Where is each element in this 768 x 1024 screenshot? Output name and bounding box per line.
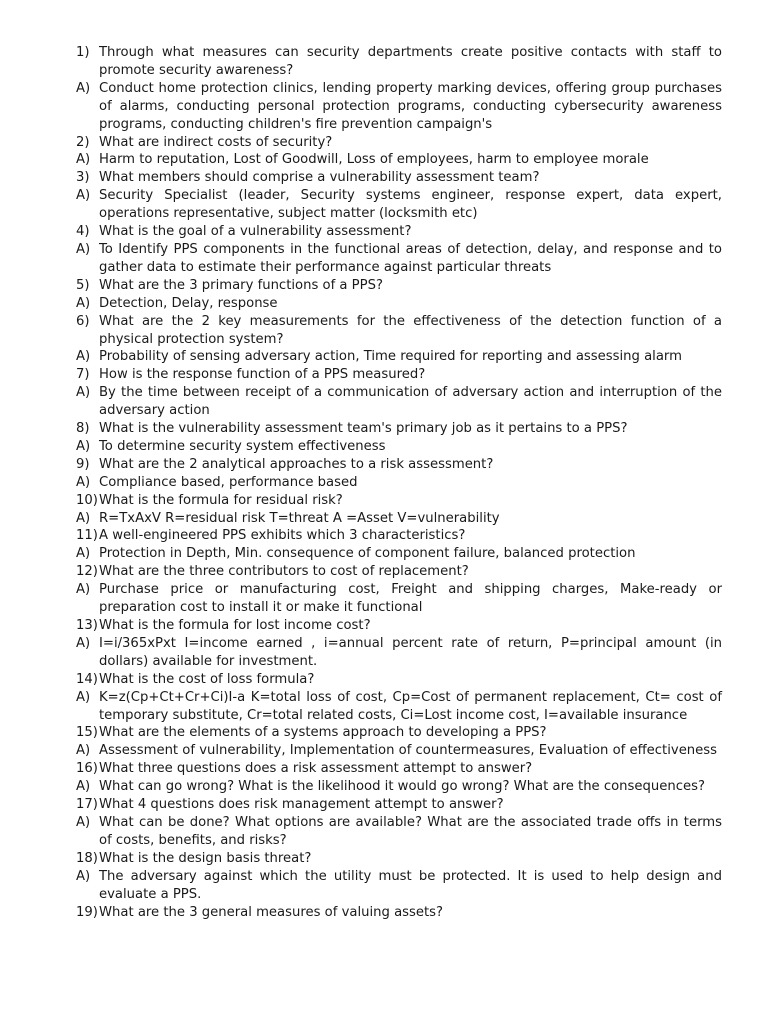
question-text: What is the goal of a vulnerability assessment? (99, 224, 412, 240)
answer-5 (76, 295, 722, 313)
question-number: 10) (76, 492, 98, 508)
question-text: What members should comprise a vulnerability assessment team? (99, 170, 540, 186)
question-number: 16) (76, 761, 98, 777)
question-10 (76, 492, 722, 510)
question-8 (76, 420, 722, 438)
question-11 (76, 527, 722, 545)
question-18 (76, 850, 722, 868)
question-number: 12) (76, 564, 98, 580)
answer-marker: A) (76, 80, 91, 96)
answer-15 (76, 742, 722, 760)
question-12 (76, 563, 722, 581)
answer-marker: A) (76, 814, 91, 830)
question-5 (76, 277, 722, 295)
answer-6 (76, 348, 722, 366)
question-number: 13) (76, 618, 98, 633)
question-13 (76, 617, 722, 635)
question-7 (76, 366, 722, 384)
answer-marker: A) (76, 188, 91, 204)
question-number: 5) (76, 277, 90, 293)
question-15 (76, 724, 722, 742)
answer-marker: A) (76, 635, 91, 651)
answer-7 (76, 384, 722, 420)
question-19 (76, 904, 722, 922)
answer-2 (76, 151, 722, 169)
question-2 (76, 134, 722, 152)
question-number: 3) (76, 170, 90, 186)
answer-text: Compliance based, performance based (99, 474, 358, 490)
answer-text: Conduct home protection clinics, lending property marking devices, offering group purchases of alarms, conducting personal protection programs, conducting cybersecurity awareness programs, conducting children's fire prevention campaign's (99, 80, 722, 132)
question-1 (76, 44, 722, 80)
question-text: What are the three contributors to cost of replacement? (99, 564, 469, 580)
answer-marker: A) (76, 582, 91, 598)
answer-marker: A) (76, 349, 91, 365)
answer-10 (76, 510, 722, 528)
answer-9 (76, 474, 722, 492)
question-text: What are the 3 primary functions of a PPS? (99, 277, 383, 293)
answer-marker: A) (76, 295, 91, 311)
question-number: 18) (76, 850, 98, 866)
answer-text: I=i/365xPxt I=income earned , i=annual percent rate of return, P=principal amount (in dollars) available for investment. (99, 635, 722, 669)
answer-marker: A) (76, 743, 91, 759)
question-text: Through what measures can security departments create positive contacts with staff to promote security awareness? (99, 45, 722, 78)
answer-marker: A) (76, 241, 91, 257)
answer-12 (76, 581, 722, 617)
answer-text: By the time between receipt of a communication of adversary action and interruption of the adversary action (99, 385, 722, 419)
answer-text: To Identify PPS components in the functional areas of detection, delay, and response and to gather data to estimate their performance against particular threats (99, 241, 722, 275)
answer-marker: A) (76, 868, 91, 884)
question-number: 15) (76, 725, 98, 741)
answer-text: To determine security system effectiveness (99, 438, 386, 454)
answer-text: What can be done? What options are available? What are the associated trade offs in terms of costs, benefits, and risks? (99, 814, 722, 848)
answer-text: Protection in Depth, Min. consequence of component failure, balanced protection (99, 546, 636, 562)
answer-14 (76, 689, 722, 725)
answer-17 (76, 814, 722, 850)
question-9 (76, 456, 722, 474)
answer-11 (76, 545, 722, 563)
question-number: 9) (76, 456, 90, 472)
question-16 (76, 760, 722, 778)
answer-marker: A) (76, 546, 91, 562)
question-number: 1) (76, 45, 90, 60)
question-text: What are the 2 key measurements for the effectiveness of the detection function of a physical protection system? (99, 313, 722, 347)
question-text: What are the elements of a systems approach to developing a PPS? (99, 725, 547, 741)
question-number: 11) (76, 528, 98, 544)
answer-text: Purchase price or manufacturing cost, Freight and shipping charges, Make-ready or preparation cost to install it or make it functional (99, 582, 722, 616)
answer-marker: A) (76, 152, 91, 168)
question-text: What are the 2 analytical approaches to a risk assessment? (99, 456, 494, 472)
question-text: What three questions does a risk assessment attempt to answer? (99, 761, 533, 777)
answer-13 (76, 635, 722, 671)
question-text: What is the design basis threat? (99, 850, 312, 866)
answer-4 (76, 241, 722, 277)
question-number: 19) (76, 904, 98, 920)
answer-marker: A) (76, 474, 91, 490)
question-number: 14) (76, 671, 98, 687)
answer-marker: A) (76, 689, 91, 705)
answer-text: Probability of sensing adversary action, Time required for reporting and assessing alarm (99, 349, 682, 365)
question-14 (76, 671, 722, 689)
question-text: What are the 3 general measures of valuing assets? (99, 904, 444, 920)
answer-text: Assessment of vulnerability, Implementation of countermeasures, Evaluation of effectiveness (99, 743, 718, 759)
answer-16 (76, 778, 722, 796)
question-text: What 4 questions does risk management attempt to answer? (99, 797, 504, 813)
answer-text: Detection, Delay, response (99, 295, 278, 311)
question-text: How is the response function of a PPS measured? (99, 367, 426, 383)
question-text: What is the vulnerability assessment team's primary job as it pertains to a PPS? (99, 421, 628, 437)
answer-18 (76, 868, 722, 904)
question-text: What are indirect costs of security? (99, 134, 333, 150)
answer-text: Harm to reputation, Lost of Goodwill, Loss of employees, harm to employee morale (99, 152, 649, 168)
answer-3 (76, 187, 722, 223)
answer-8 (76, 438, 722, 456)
question-number: 2) (76, 134, 90, 150)
answer-marker: A) (76, 438, 91, 454)
question-number: 6) (76, 313, 90, 329)
question-text: A well-engineered PPS exhibits which 3 characteristics? (99, 528, 466, 544)
question-text: What is the cost of loss formula? (99, 671, 315, 687)
question-4 (76, 223, 722, 241)
question-number: 7) (76, 367, 90, 383)
question-text: What is the formula for lost income cost? (99, 618, 371, 633)
answer-marker: A) (76, 510, 91, 526)
answer-1 (76, 80, 722, 134)
answer-marker: A) (76, 779, 91, 795)
question-text: What is the formula for residual risk? (99, 492, 343, 508)
question-number: 17) (76, 797, 98, 813)
answer-text: The adversary against which the utility must be protected. It is used to help design and evaluate a PPS. (99, 868, 722, 902)
question-number: 4) (76, 224, 90, 240)
answer-text: R=TxAxV R=residual risk T=threat A =Asset V=vulnerability (99, 510, 500, 526)
question-6 (76, 313, 722, 349)
question-17 (76, 796, 722, 814)
question-3 (76, 169, 722, 187)
answer-text: What can go wrong? What is the likelihood it would go wrong? What are the consequences? (99, 779, 705, 795)
answer-text: Security Specialist (leader, Security systems engineer, response expert, data expert, operations representative, subject matter (locksmith etc) (99, 188, 722, 222)
answer-marker: A) (76, 385, 91, 401)
qa-list (76, 44, 722, 921)
answer-text: K=z(Cp+Ct+Cr+Ci)I-a K=total loss of cost, Cp=Cost of permanent replacement, Ct= cost of temporary substitute, Cr=total related costs, Ci=Lost income cost, I=available insurance (99, 689, 722, 723)
question-number: 8) (76, 421, 90, 437)
